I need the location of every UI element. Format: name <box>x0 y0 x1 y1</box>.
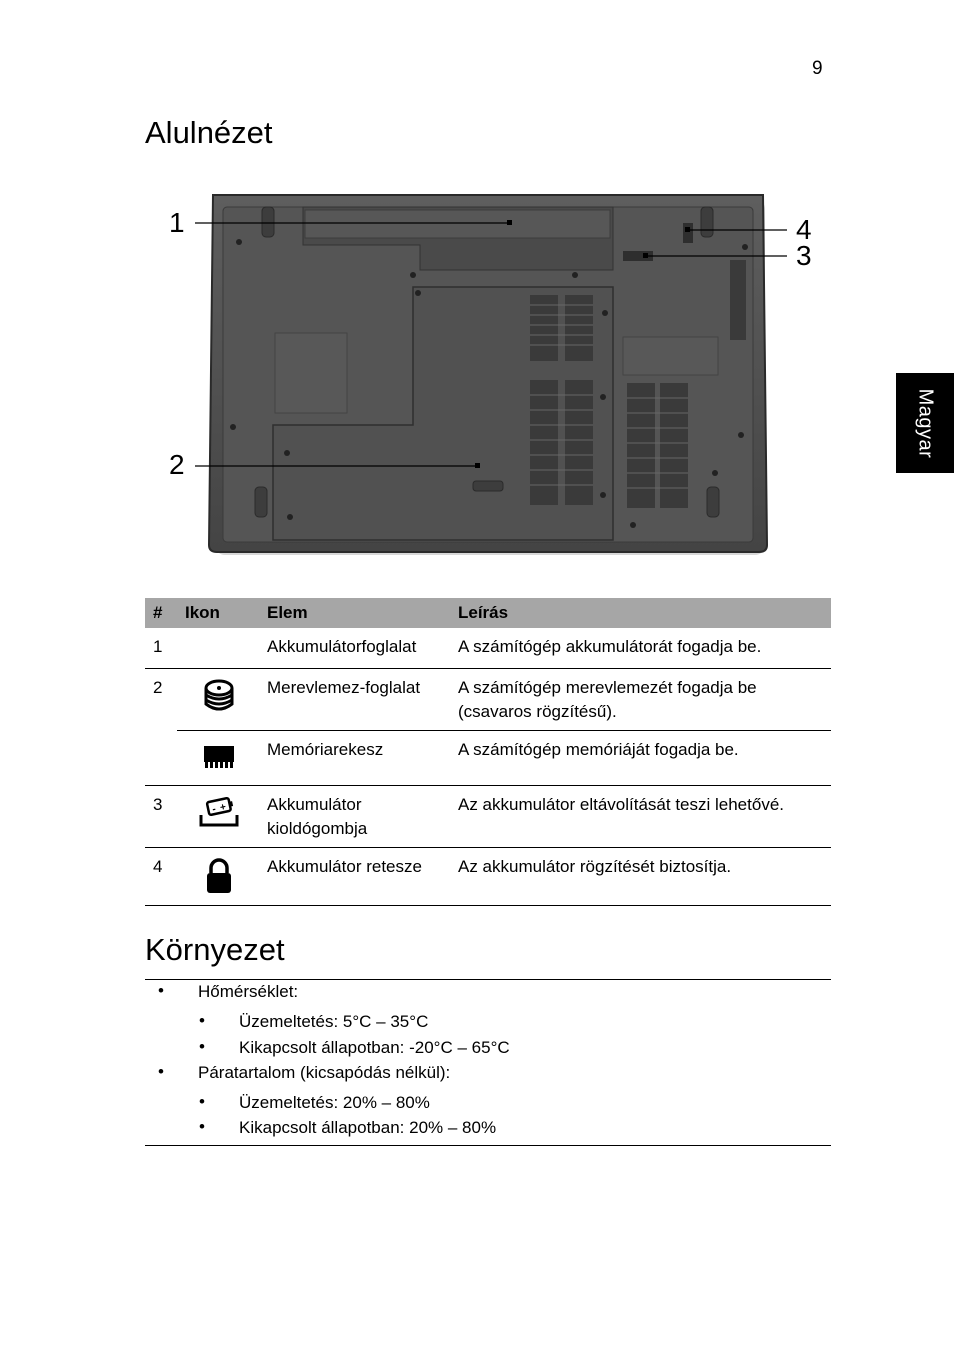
row-element: Akkumulátorfoglalat <box>259 628 450 668</box>
svg-text:+: + <box>219 801 228 814</box>
table-row <box>145 730 831 785</box>
row-icon-cell <box>177 628 259 668</box>
row-description: Az akkumulátor eltávolítását teszi lehetővé. <box>450 785 831 847</box>
row-description: A számítógép akkumulátorát fogadja be. <box>450 628 831 668</box>
col-header-description: Leírás <box>450 598 831 628</box>
svg-text:-: - <box>211 803 217 815</box>
section-title-bottom-view: Alulnézet <box>145 115 273 150</box>
row-number: 1 <box>145 628 177 668</box>
bullet-icon: • <box>158 981 164 1000</box>
environment-bottom-rule <box>145 1145 831 1146</box>
page-number: 9 <box>812 58 823 79</box>
callout-3: 3 <box>796 240 812 271</box>
bullet-icon: • <box>199 1092 205 1111</box>
hdd-icon <box>203 678 235 714</box>
table-header-row <box>145 598 831 628</box>
section-title-environment: Környezet <box>145 932 285 967</box>
row-icon-cell <box>177 668 259 730</box>
language-tab <box>896 373 954 473</box>
row-element: Memóriarekesz <box>259 730 450 785</box>
bullet-icon: • <box>199 1117 205 1136</box>
row-description: A számítógép memóriáját fogadja be. <box>450 730 831 785</box>
callout-4: 4 <box>796 214 812 245</box>
col-header-element: Elem <box>259 598 450 628</box>
bullet-icon: • <box>158 1062 164 1081</box>
row-element: Merevlemez-foglalat <box>259 668 450 730</box>
table-row <box>145 847 831 905</box>
col-header-icon: Ikon <box>177 598 259 628</box>
list-item: Páratartalom (kicsapódás nélkül): <box>198 1063 451 1082</box>
row-number: 2 <box>153 677 163 697</box>
laptop-bottom-illustration <box>155 185 825 570</box>
components-table <box>145 598 831 906</box>
battery-release-icon <box>199 795 239 829</box>
list-item: Kikapcsolt állapotban: -20°C – 65°C <box>239 1038 510 1057</box>
callout-2: 2 <box>169 449 185 480</box>
lock-icon <box>205 857 233 895</box>
row-number <box>145 730 177 785</box>
row-element: Akkumulátor retesze <box>259 847 450 905</box>
row-icon-cell <box>177 730 259 785</box>
table-row <box>145 668 831 730</box>
row-icon-cell <box>177 847 259 905</box>
row-description: A számítógép merevlemezét fogadja be (csavaros rögzítésű). <box>450 668 831 730</box>
language-tab-label: Magyar <box>914 388 937 458</box>
list-item: Üzemeltetés: 20% – 80% <box>239 1093 430 1112</box>
row-number: 4 <box>145 847 177 905</box>
col-header-number: # <box>145 598 177 628</box>
memory-icon <box>203 744 235 770</box>
row-element: Akkumulátor kioldógombja <box>259 785 450 847</box>
list-item: Hőmérséklet: <box>198 982 299 1001</box>
callout-1: 1 <box>169 207 185 238</box>
row-number: 3 <box>145 785 177 847</box>
environment-top-rule <box>145 979 831 980</box>
row-icon-cell <box>177 785 259 847</box>
list-item: Kikapcsolt állapotban: 20% – 80% <box>239 1118 497 1137</box>
list-item: Üzemeltetés: 5°C – 35°C <box>239 1012 429 1031</box>
table-row <box>145 628 831 668</box>
bullet-icon: • <box>199 1037 205 1056</box>
table-row <box>145 785 831 847</box>
row-description: Az akkumulátor rögzítését biztosítja. <box>450 847 831 905</box>
laptop-bottom-diagram <box>155 185 825 570</box>
bullet-icon: • <box>199 1011 205 1030</box>
